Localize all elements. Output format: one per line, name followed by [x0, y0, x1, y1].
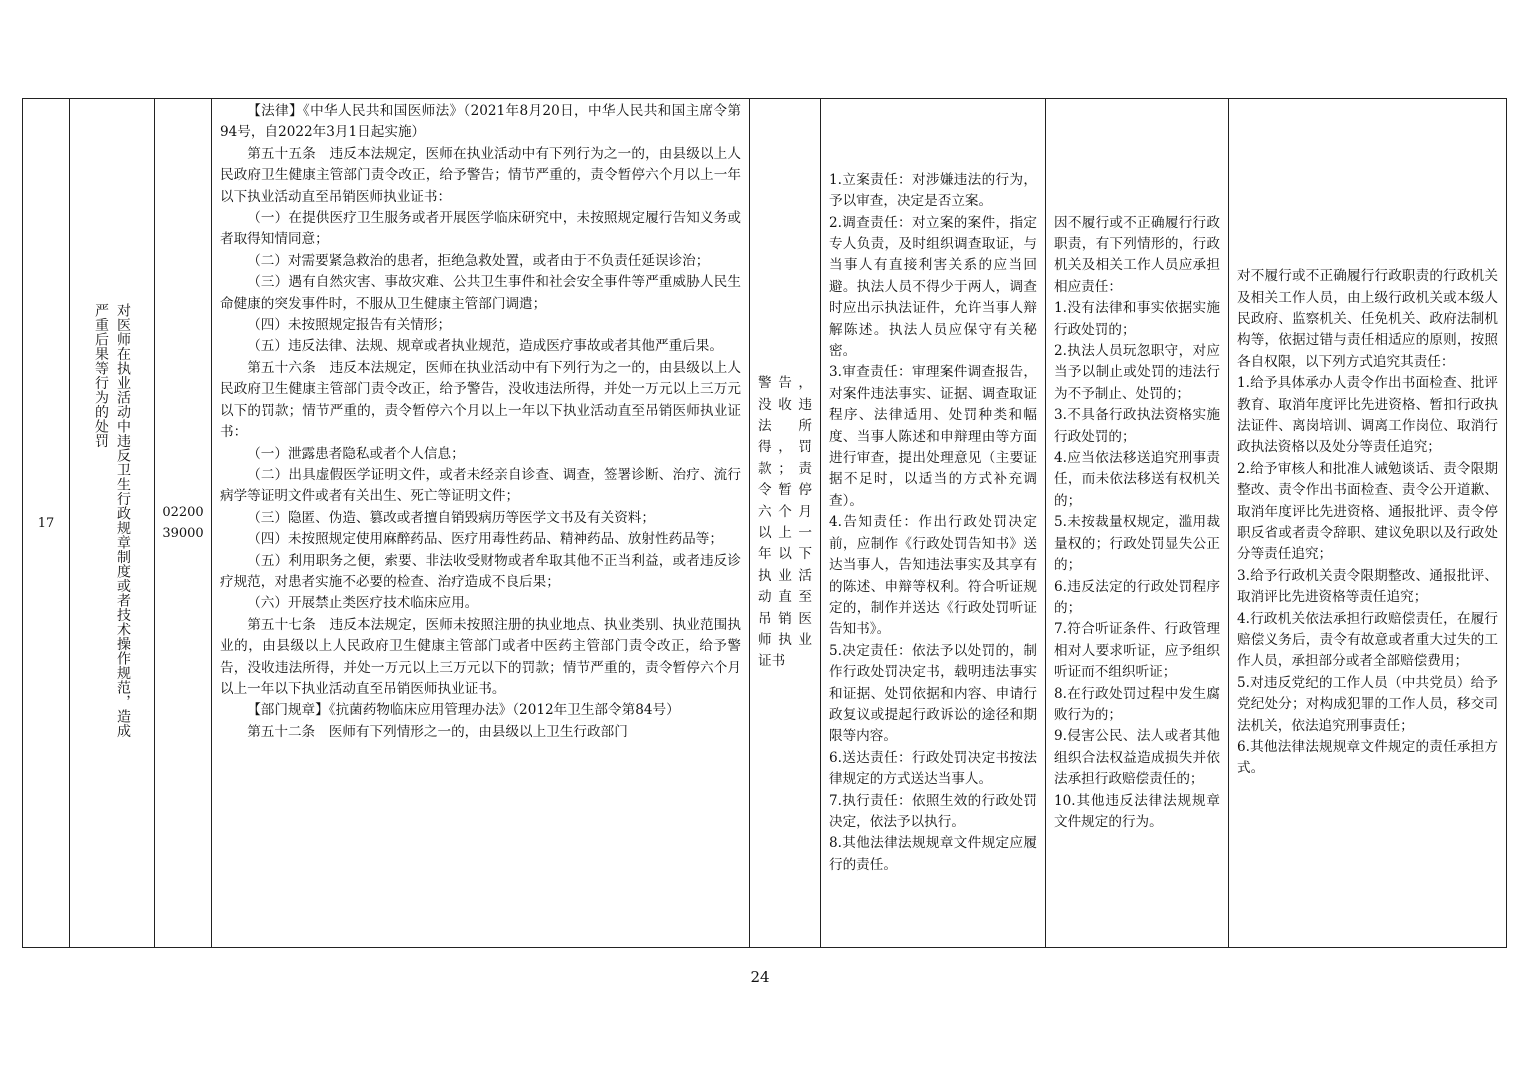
penalty-type: 警告，没收违法所得，罚款；责令暂停六个月以上一年以下执业活动直至吊销医师执业证书 — [758, 375, 812, 670]
row-index: 17 — [37, 515, 55, 531]
responsibility-item: 5.决定责任：依法予以处罚的，制作行政处罚决定书，载明违法事实和证据、处罚依据和内容、申请行政复议或提起行政诉讼的途径和期限等内容。 — [829, 642, 1037, 745]
responsibility-item: 8.其他法律法规规章文件规定应履行的责任。 — [829, 835, 1037, 873]
responsibility-item: 7.执行责任：依照生效的行政处罚决定，依法予以执行。 — [829, 792, 1037, 830]
basis-paragraph: （三）遇有自然灾害、事故灾难、公共卫生事件和社会安全事件等严重威胁人民生命健康的突发事件时，不服从卫生健康主管部门调遣； — [220, 274, 741, 312]
basis-paragraph: （四）未按照规定报告有关情形； — [247, 317, 452, 334]
accountability-cases — [1046, 213, 1228, 834]
responsibility-item: 6.送达责任：行政处罚决定书按法律规定的方式送达当事人。 — [829, 749, 1037, 788]
legal-basis — [212, 99, 749, 947]
basis-paragraph: （二）出具虚假医学证明文件，或者未经亲自诊查、调查，签署诊断、治疗、流行病学等证明文件或者有关出生、死亡等证明文件； — [220, 466, 741, 505]
responsibility-cell — [821, 99, 1046, 948]
table-row — [23, 99, 1507, 948]
accountability-methods-cell — [1229, 99, 1507, 948]
accountability-case: 9.侵害公民、法人或者其他组织合法权益造成损失并依法承担行政赔偿责任的； — [1054, 728, 1220, 788]
basis-paragraph: 第五十五条 违反本法规定，医师在执业活动中有下列行为之一的，由县级以上人民政府卫生健康主管部门责令改正，给予警告；情节严重的，责令暂停六个月以上一年以下执业活动直至吊销医师执业证书： — [220, 145, 741, 205]
code-cell — [155, 99, 212, 948]
accountability-methods — [1229, 266, 1506, 780]
accountability-method: 3.给予行政机关责令限期整改、通报批评、取消评比先进资格等责任追究； — [1237, 567, 1498, 606]
basis-paragraph: （二）对需要紧急救治的患者，拒绝急救处置，或者由于不负责任延误诊治； — [247, 252, 710, 269]
basis-paragraph: 第五十七条 违反本法规定，医师未按照注册的执业地点、执业类别、执业范围执业的，由县级以上人民政府卫生健康主管部门或者中医药主管部门责令改正，给予警告，没收违法所得，并处一万元以上三万元以下的罚款；情节严重的，责令暂停六个月以上一年以下执业活动直至吊销医师执业证书。 — [220, 616, 741, 697]
accountability-case: 7.符合听证条件、行政管理相对人要求听证，应予组织听证而不组织听证； — [1054, 621, 1220, 681]
basis-paragraph: （一）泄露患者隐私或者个人信息； — [247, 445, 465, 462]
basis-paragraph: （一）在提供医疗卫生服务或者开展医学临床研究中，未按照规定履行告知义务或者取得知情同意； — [220, 210, 741, 248]
penalty-cell — [750, 99, 821, 948]
row-index-cell — [23, 99, 70, 948]
responsibility-list — [821, 170, 1045, 876]
accountability-method: 2.给予审核人和批准人诫勉谈话、责令限期整改、责令作出书面检查、责令公开道歉、取消年度评比先进资格、通报批评、责令停职反省或者责令辞职、建议免职以及行政处分等责任追究； — [1237, 460, 1498, 563]
accountability-method: 对不履行或不正确履行行政职责的行政机关及相关工作人员，由上级行政机关或本级人民政府、监察机关、任免机关、政府法制机构等，依据过错与责任相适应的原则，按照各自权限，以下列方式追究其责任： — [1237, 268, 1498, 370]
basis-paragraph: 【法律】《中华人民共和国医师法》（2021年8月20日，中华人民共和国主席令第94号，自2022年3月1日起实施） — [220, 103, 741, 141]
accountability-method: 6.其他法律法规规章文件规定的责任承担方式。 — [1237, 739, 1498, 777]
basis-paragraph: （五）利用职务之便，索要、非法收受财物或者牟取其他不正当利益，或者违反诊疗规范，对患者实施不必要的检查、治疗造成不良后果； — [220, 552, 741, 590]
authority-table — [22, 98, 1507, 948]
basis-paragraph: （五）违反法律、法规、规章或者执业规范，造成医疗事故或者其他严重后果。 — [247, 338, 723, 355]
basis-paragraph: 【部门规章】《抗菌药物临床应用管理办法》（2012年卫生部令第84号） — [247, 702, 680, 719]
item-code-part-1: 02200 — [162, 505, 204, 520]
basis-paragraph: （三）隐匿、伪造、篡改或者擅自销毁病历等医学文书及有关资料； — [247, 509, 655, 526]
item-code — [155, 502, 211, 544]
accountability-case: 10.其他违反法律法规规章文件规定的行为。 — [1054, 792, 1220, 830]
accountability-method: 5.对违反党纪的工作人员（中共党员）给予党纪处分；对构成犯罪的工作人员，移交司法机关，依法追究刑事责任； — [1237, 674, 1498, 734]
responsibility-item: 3.审查责任：审理案件调查报告，对案件违法事实、证据、调查取证程序、法律适用、处罚种类和幅度、当事人陈述和申辩理由等方面进行审查，提出处理意见（主要证据不足时，以适当的方式补充调查）。 — [829, 364, 1037, 509]
accountability-case: 因不履行或不正确履行行政职责，有下列情形的，行政机关及相关工作人员应承担相应责任： — [1054, 214, 1220, 295]
accountability-case: 5.未按裁量权规定，滥用裁量权的；行政处罚显失公正的； — [1054, 514, 1220, 574]
item-code-part-2: 39000 — [162, 526, 204, 541]
item-name: 对医师在执业活动中违反卫生行政规章制度或者技术操作规范，造成严重后果等行为的处罚 — [93, 303, 131, 738]
accountability-case: 1.没有法律和事实依据实施行政处罚的； — [1054, 300, 1220, 338]
responsibility-item: 4.告知责任：作出行政处罚决定前，应制作《行政处罚告知书》送达当事人，告知违法事实及其享有的陈述、申辩等权利。符合听证规定的，制作并送达《行政处罚听证告知书》。 — [829, 514, 1037, 638]
accountability-case: 4.应当依法移送追究刑事责任，而未依法移送有权机关的； — [1054, 450, 1220, 509]
accountability-case: 6.违反法定的行政处罚程序的； — [1054, 578, 1220, 616]
page-number: 24 — [750, 968, 770, 986]
accountability-case: 3.不具备行政执法资格实施行政处罚的； — [1054, 407, 1220, 445]
basis-cell — [212, 99, 750, 948]
responsibility-item: 2.调查责任：对立案的案件，指定专人负责，及时组织调查取证，与当事人有直接利害关系的应当回避。执法人员不得少于两人，调查时应出示执法证件，允许当事人辩解陈述。执法人员应保守有关秘密。 — [829, 214, 1037, 360]
item-name-cell — [70, 99, 155, 948]
basis-paragraph: （四）未按照规定使用麻醉药品、医疗用毒性药品、精神药品、放射性药品等； — [247, 531, 723, 548]
accountability-case: 8.在行政处罚过程中发生腐败行为的； — [1054, 685, 1220, 723]
accountability-method: 1.给予具体承办人责令作出书面检查、批评教育、取消年度评比先进资格、暂扣行政执法证件、离岗培训、调离工作岗位、取消行政执法资格以及处分等责任追究； — [1237, 375, 1498, 456]
responsibility-item: 1.立案责任：对涉嫌违法的行为，予以审查，决定是否立案。 — [829, 171, 1037, 210]
accountability-cases-cell — [1046, 99, 1229, 948]
basis-paragraph: 第五十六条 违反本法规定，医师在执业活动中有下列行为之一的，由县级以上人民政府卫生健康主管部门责令改正，给予警告，没收违法所得，并处一万元以上三万元以下的罚款；情节严重的，责令暂停六个月以上一年以下执业活动直至吊销医师执业证书： — [220, 359, 741, 441]
basis-paragraph: （六）开展禁止类医疗技术临床应用。 — [247, 595, 479, 612]
basis-paragraph: 第五十二条 医师有下列情形之一的，由县级以上卫生行政部门 — [247, 723, 628, 740]
accountability-method: 4.行政机关依法承担行政赔偿责任，在履行赔偿义务后，责令有故意或者重大过失的工作人员，承担部分或者全部赔偿费用； — [1237, 610, 1498, 670]
accountability-case: 2.执法人员玩忽职守，对应当予以制止或处罚的违法行为不予制止、处罚的； — [1054, 343, 1220, 402]
